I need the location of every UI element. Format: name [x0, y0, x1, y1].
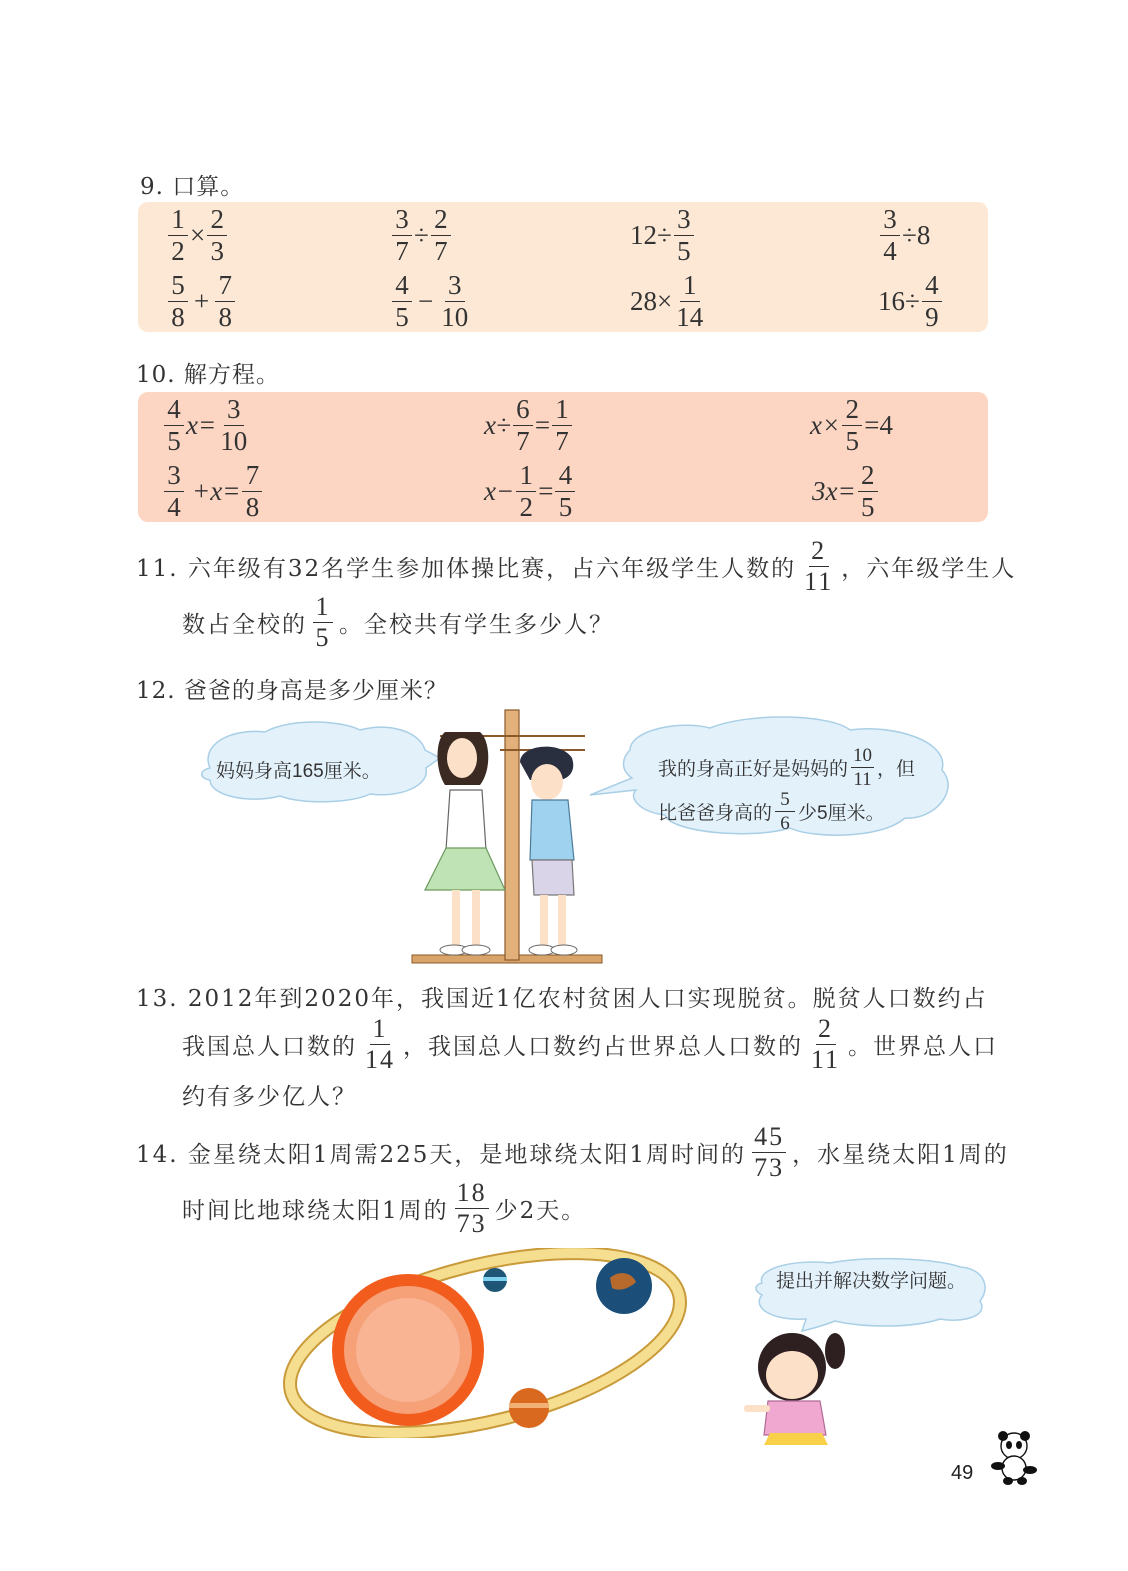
q14-line-2: 时间比地球绕太阳1周的 $\frac{18}{73}$ 少2天。: [182, 1178, 587, 1238]
q11-line-2: 数占全校的 $\frac{1}{5}$ 。全校共有学生多少人？: [182, 592, 614, 652]
q9-item-3: 12÷ $\frac{3}{5}$: [630, 206, 696, 265]
q13-line-3: 约有多少亿人？: [182, 1084, 357, 1110]
q9-exercise-box: [138, 202, 988, 332]
q9-item-2: $\frac{3}{7}$ ÷ $\frac{2}{7}$: [390, 206, 453, 265]
mom-bubble-text: 妈妈身高165厘米。: [216, 761, 381, 782]
q10-equation-2: x÷ $\frac{6}{7}$ = $\frac{1}{7}$: [484, 396, 574, 455]
panda-icon: [986, 1430, 1042, 1486]
q9-item-8: 16÷ $\frac{4}{9}$: [878, 272, 944, 331]
q10-equation-6: 3x= $\frac{2}{5}$: [812, 462, 880, 521]
q9-item-5: $\frac{5}{8}$ + $\frac{7}{8}$: [166, 272, 237, 331]
q9-item-4: $\frac{3}{4}$ ÷8: [878, 206, 930, 265]
q10-equation-4: $\frac{3}{4}$ +x= $\frac{7}{8}$: [162, 462, 264, 521]
sun-icon: [332, 1274, 484, 1426]
earth-icon: [596, 1258, 652, 1314]
girl-figure: [744, 1333, 845, 1445]
q11-line-1: 11. 六年级有32名学生参加体操比赛，占六年级学生人数的 $\frac{2}{11}$ ，六年级学生人: [136, 536, 1017, 596]
boy-bubble-line-1: 我的身高正好是妈妈的 $\frac{10}{11}$ ，但: [658, 745, 916, 790]
height-measurement-illustration: [190, 700, 950, 970]
q13-line-1: 13. 2012年到2020年，我国近1亿农村贫困人口实现脱贫。脱贫人口数约占: [136, 986, 988, 1012]
q10-equation-3: x× $\frac{2}{5}$ =4: [810, 394, 893, 456]
boy-bubble-line-2: 比爸爸身高的 $\frac{5}{6}$ 少5厘米。: [658, 789, 885, 834]
mercury-icon: [483, 1268, 507, 1292]
boy-figure: [520, 747, 577, 955]
mom-figure: [425, 732, 505, 955]
page-number: 49: [951, 1462, 974, 1484]
q9-item-7: 28× $\frac{1}{14}$: [630, 270, 704, 332]
q9-item-6: $\frac{4}{5}$ − $\frac{3}{10}$: [390, 272, 472, 331]
q14-line-1: 14. 金星绕太阳1周需225天，是地球绕太阳1周时间的 $\frac{45}{73}$ ，水星绕太阳1周的: [136, 1122, 1009, 1182]
q13-line-2: 我国总人口数的 $\frac{1}{14}$ ，我国总人口数约占世界总人口数的 $\frac{2}{11}$ 。世界总人口: [182, 1014, 999, 1074]
q9-item-1: $\frac{1}{2}$ × $\frac{2}{3}$: [166, 206, 229, 265]
q12-title: 12. 爸爸的身高是多少厘米？: [136, 678, 448, 704]
venus-icon: [509, 1388, 549, 1428]
q10-title: 10. 解方程。: [136, 362, 280, 388]
q10-equation-5: x− $\frac{1}{2}$ = $\frac{4}{5}$: [484, 462, 577, 521]
q9-title: 9. 口算。: [140, 174, 245, 200]
q10-equation-1: $\frac{4}{5}$ x= $\frac{3}{10}$: [162, 396, 251, 455]
solar-system-illustration: [280, 1248, 710, 1438]
girl-bubble-text: 提出并解决数学问题。: [776, 1271, 967, 1292]
